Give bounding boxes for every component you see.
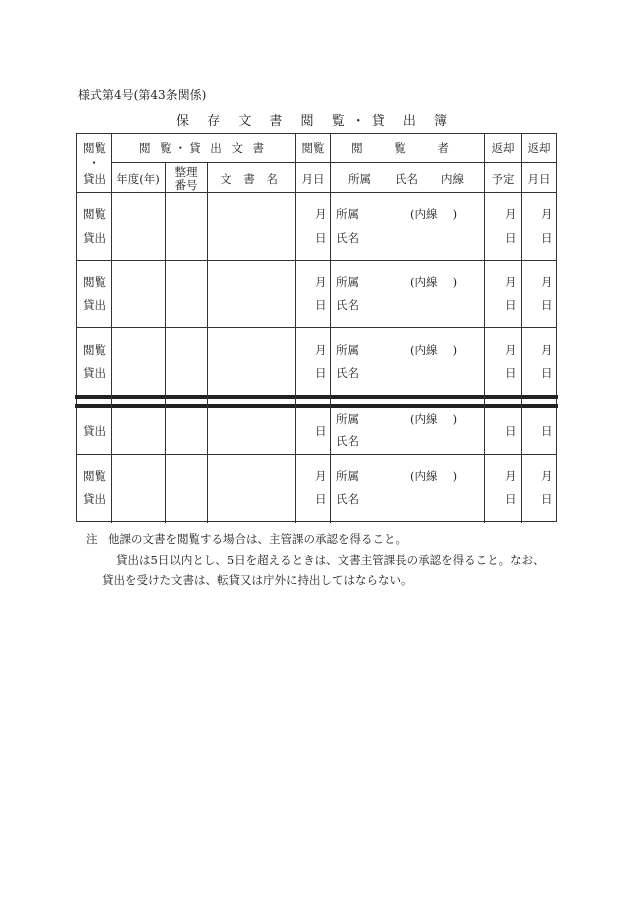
row3-ret-day: 日 (541, 366, 553, 380)
row5-plan-day: 日 (505, 492, 517, 506)
header-name: 氏名 (395, 172, 418, 186)
col-line (521, 134, 522, 523)
col-line (111, 134, 112, 523)
row4-ext: (内線 ) (410, 412, 458, 426)
header-affil: 所属 (348, 172, 371, 186)
row2-plan-month: 月 (505, 275, 517, 289)
header-ret-date-bottom: 月日 (527, 172, 551, 186)
form-number: 様式第4号(第43条関係) (78, 88, 207, 102)
header-viewer-group: 閲 覧 者 (351, 141, 463, 155)
row2-affil: 所属 (336, 275, 359, 289)
row5-plan-month: 月 (505, 469, 517, 483)
note-label: 注 (86, 532, 98, 546)
row4-ret-day: 日 (541, 424, 553, 438)
form-title: 保 存 文 書 閲 覧・貸 出 簿 (176, 114, 454, 129)
row1-type-top: 閲覧 (83, 207, 106, 221)
note-line-2: 貸出は5日以内とし、5日を超えるときは、文書主管課長の承認を得ること。なお、 (116, 553, 545, 567)
row1-plan-month: 月 (505, 207, 517, 221)
row3-month: 月 (315, 343, 327, 357)
row2-ret-month: 月 (541, 275, 553, 289)
row3-type-top: 閲覧 (83, 343, 106, 357)
col-line (165, 162, 166, 523)
header-type-top: 閲覧 (83, 141, 106, 155)
header-view-top: 閲覧 (301, 141, 325, 155)
row5-ext: (内線 ) (410, 469, 458, 483)
row3-ret-month: 月 (541, 343, 553, 357)
row4-affil: 所属 (336, 412, 359, 426)
header-type-bottom: 貸出 (83, 172, 106, 186)
row3-type-bottom: 貸出 (83, 366, 106, 380)
double-divider-bottom (75, 404, 558, 408)
row2-type-top: 閲覧 (83, 275, 106, 289)
row5-type-bottom: 貸出 (83, 492, 106, 506)
row5-ret-month: 月 (541, 469, 553, 483)
row3-plan-month: 月 (505, 343, 517, 357)
col-line (330, 134, 331, 523)
row2-name: 氏名 (336, 298, 359, 312)
row1-ext: (内線 ) (410, 207, 458, 221)
row3-affil: 所属 (336, 343, 359, 357)
row2-day: 日 (315, 298, 327, 312)
row4-day: 日 (315, 424, 327, 438)
row3-plan-day: 日 (505, 366, 517, 380)
row2-plan-day: 日 (505, 298, 517, 312)
ledger-table (76, 133, 557, 522)
row3-name: 氏名 (336, 366, 359, 380)
header-ret-plan-top: 返却 (491, 141, 515, 155)
header-docname: 文 書 名 (220, 172, 282, 186)
row2-type-bottom: 貸出 (83, 298, 106, 312)
row5-ret-day: 日 (541, 492, 553, 506)
row1-plan-day: 日 (505, 231, 517, 245)
row3-day: 日 (315, 366, 327, 380)
header-ext: 内線 (441, 172, 464, 186)
header-ret-date-top: 返却 (527, 141, 551, 155)
row4-plan-day: 日 (505, 424, 517, 438)
row2-month: 月 (315, 275, 327, 289)
row4-type: 貸出 (83, 424, 106, 438)
note-line-1: 他課の文書を閲覧する場合は、主管課の承認を得ること。 (108, 532, 407, 546)
row2-ext: (内線 ) (410, 275, 458, 289)
row1-ret-month: 月 (541, 207, 553, 221)
header-reg-2: 番号 (174, 178, 198, 192)
row4-name: 氏名 (336, 434, 359, 448)
header-view-bottom: 月日 (301, 172, 325, 186)
row5-month: 月 (315, 469, 327, 483)
row1-ret-day: 日 (541, 231, 553, 245)
col-line (484, 134, 485, 523)
row1-affil: 所属 (336, 207, 359, 221)
header-type-dot: ・ (88, 156, 100, 170)
row3-ext: (内線 ) (410, 343, 458, 357)
header-reg-1: 整理 (174, 165, 198, 179)
double-divider-top (75, 395, 558, 399)
row1-month: 月 (315, 207, 327, 221)
row5-affil: 所属 (336, 469, 359, 483)
col-line (207, 162, 208, 523)
header-year: 年度(年) (116, 172, 160, 186)
header-divider (111, 162, 556, 163)
row1-type-bottom: 貸出 (83, 231, 106, 245)
header-doc-group: 閲 覧・貸 出 文 書 (138, 141, 268, 155)
row5-type-top: 閲覧 (83, 469, 106, 483)
header-ret-plan-bottom: 予定 (491, 172, 515, 186)
note-line-3: 貸出を受けた文書は、転貸又は庁外に持出してはならない。 (102, 573, 413, 587)
row5-name: 氏名 (336, 492, 359, 506)
row1-day: 日 (315, 231, 327, 245)
row1-name: 氏名 (336, 231, 359, 245)
row2-ret-day: 日 (541, 298, 553, 312)
col-line (295, 134, 296, 523)
row5-day: 日 (315, 492, 327, 506)
